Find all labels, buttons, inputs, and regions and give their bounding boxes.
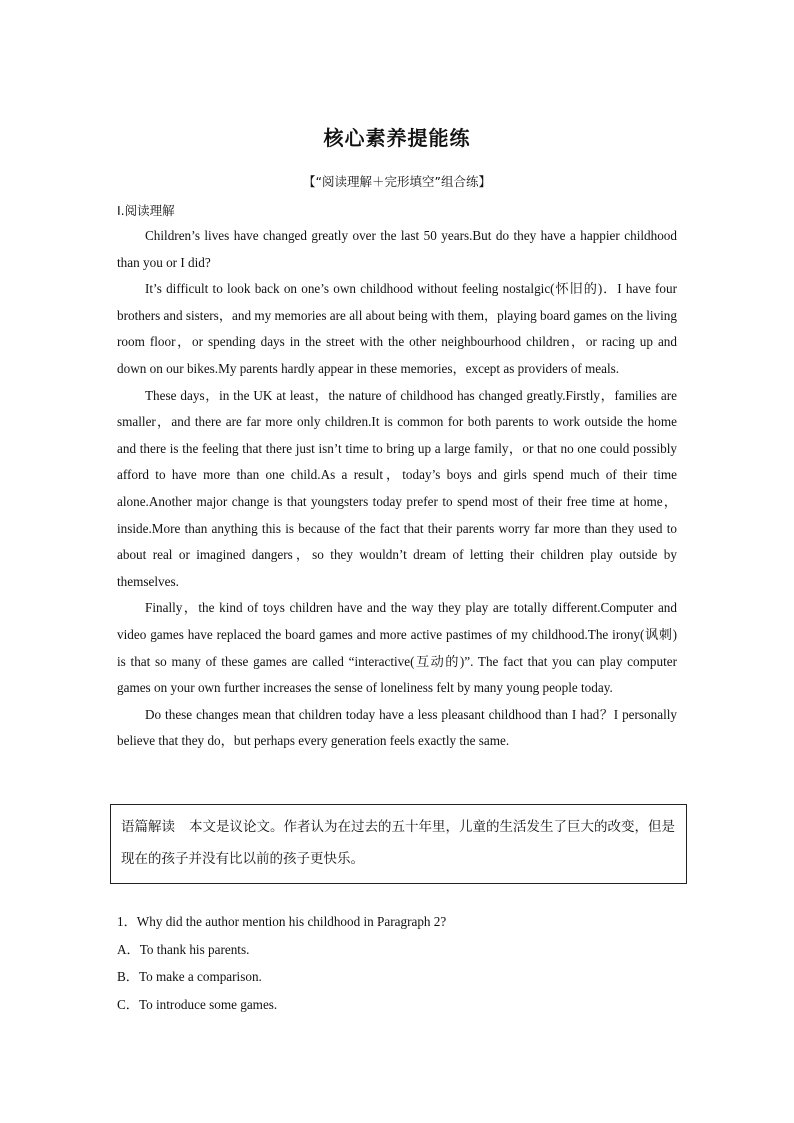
summary-text: 本文是议论文。作者认为在过去的五十年里，儿童的生活发生了巨大的改变，但是现在的孩子并没有比以前的孩子更快乐。 <box>121 819 675 867</box>
section-label: Ⅰ.阅读理解 <box>117 203 175 218</box>
passage-paragraph-4: Finally，the kind of toys children have and the way they play are totally different.Computer and video games have replaced the board games and more active pastimes of my childhood.The irony(讽刺) is that so many of these games are called “interactive(互动的)”. The fact that you can play computer games on your own further increases the sense of loneliness felt by many young people today. <box>117 600 677 696</box>
option-a[interactable]: A．To thank his parents. <box>117 941 250 957</box>
passage-summary-box <box>110 804 687 884</box>
option-b[interactable]: B．To make a comparison. <box>117 969 262 984</box>
question-stem: 1．Why did the author mention his childhood in Paragraph 2? <box>117 914 447 929</box>
exercise-subtitle: 【“阅读理解＋完形填空”组合练】 <box>303 174 491 189</box>
option-c[interactable]: C．To introduce some games. <box>117 996 278 1012</box>
question-block <box>117 908 446 1018</box>
page-title: 核心素养提能练 <box>323 126 471 150</box>
reading-passage <box>117 223 677 755</box>
summary-tag: 语篇解读 <box>121 819 175 835</box>
passage-paragraph-1: Children’s lives have changed greatly over the last 50 years.But do they have a happier childhood than you or I did? <box>117 228 677 270</box>
passage-paragraph-2: It’s difficult to look back on one’s own childhood without feeling nostalgic(怀旧的)．I have four brothers and sisters，and my memories are all about being with them，playing board games on the living room floor，or spending days in the street with the other neighbourhood children，or racing up and down on our bikes.My parents hardly appear in these memories，except as providers of meals. <box>117 281 677 376</box>
passage-paragraph-3: These days，in the UK at least，the nature of childhood has changed greatly.Firstly，families are smaller，and there are far more only children.It is common for both parents to work outside the home and there is the feeling that there just isn’t time to bring up a large family，or that no one could possibly afford to have more than one child.As a result，today’s boys and girls spend much of their time alone.Another major change is that youngsters today prefer to spend most of their free time at home，inside.More than anything this is because of the fact that their parents worry far more than they used to about real or imagined dangers，so they wouldn’t dream of letting their children play outside by themselves. <box>117 387 677 589</box>
passage-paragraph-5: Do these changes mean that children today have a less pleasant childhood than I had？I personally believe that they do，but perhaps every generation feels exactly the same. <box>117 706 677 749</box>
